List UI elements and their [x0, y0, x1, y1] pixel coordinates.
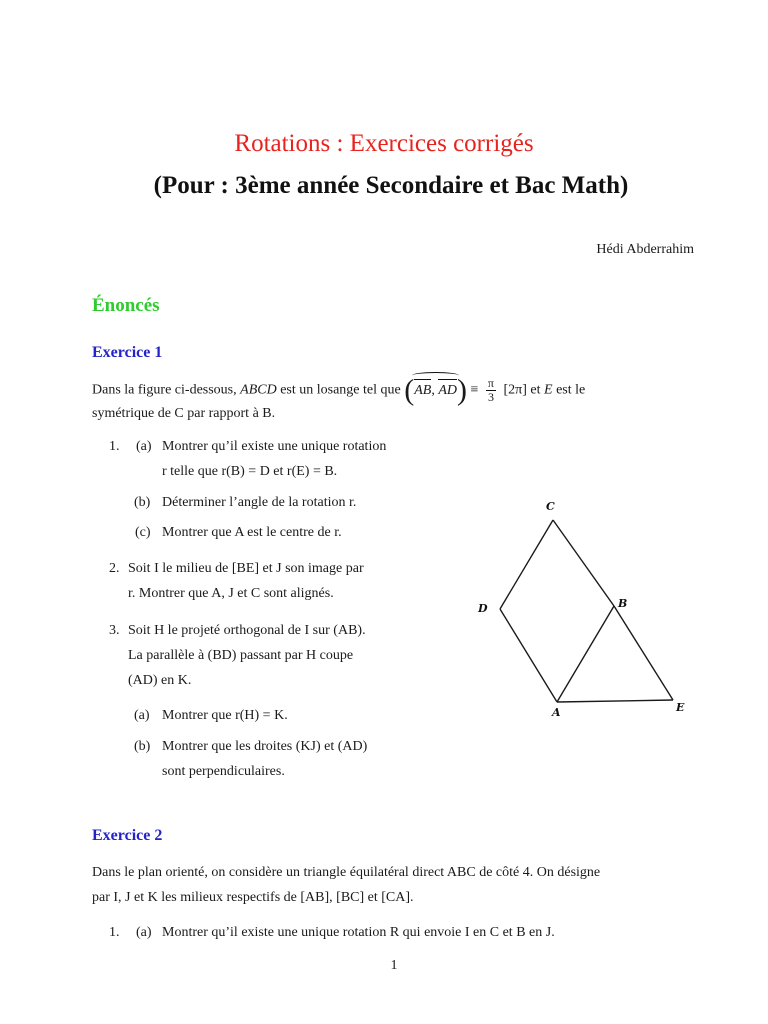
point-label-e: E: [676, 701, 685, 714]
intro-text-a: Dans la figure ci-dessous,: [92, 382, 241, 398]
segment-cd: [500, 520, 553, 609]
intro-text-d: est le: [552, 382, 586, 398]
q3a-label: (a): [134, 708, 150, 723]
exercice-1-intro-line1: [92, 373, 702, 407]
exercice-2-line1: Dans le plan orienté, on considère un triangle équilatéral direct ABC de côté 4. On désigne: [92, 865, 601, 880]
author-name: Hédi Abderrahim: [596, 242, 694, 257]
equiv-sign: ≡: [470, 382, 479, 398]
fraction-denominator: 3: [487, 390, 494, 404]
intro-abcd: ABCD: [240, 382, 277, 398]
intro-text-c: et: [526, 382, 544, 398]
intro-text-b: est un losange tel que: [276, 382, 405, 398]
point-label-c: C: [546, 500, 555, 513]
q1a-label: (a): [136, 439, 152, 454]
point-label-b: B: [618, 597, 628, 610]
segment-ab: [557, 606, 614, 702]
fraction-numerator: π: [487, 376, 494, 390]
q2-line1: Soit I le milieu de [BE] et J son image par: [128, 561, 364, 576]
modulo: [2π]: [503, 382, 527, 398]
q1c-label: (c): [135, 525, 151, 540]
q3b-line1: Montrer que les droites (KJ) et (AD): [162, 739, 368, 754]
segment-be: [614, 606, 673, 700]
segment-cb: [553, 520, 614, 606]
point-label-a: A: [552, 706, 561, 719]
angle-hat: AB, AD: [414, 378, 457, 403]
q3b-line2: sont perpendiculaires.: [162, 764, 285, 779]
rhombus-figure: [470, 495, 700, 725]
exercice-2-q1a-label: (a): [136, 925, 152, 940]
open-paren: (: [404, 373, 415, 407]
q3-line1: Soit H le projeté orthogonal de I sur (AB).: [128, 623, 366, 638]
q1-number: 1.: [109, 439, 120, 454]
exercice-2-q1-number: 1.: [109, 925, 120, 940]
close-paren: ): [457, 373, 468, 407]
q2-line2: r. Montrer que A, J et C sont alignés.: [128, 586, 334, 601]
exercice-2-line2: par I, J et K les milieux respectifs de [AB], [BC] et [CA].: [92, 890, 414, 905]
q1b-label: (b): [134, 495, 151, 510]
exercice-1-heading: Exercice 1: [92, 344, 163, 361]
q3-line3: (AD) en K.: [128, 673, 192, 688]
exercice-2-q1a-text: Montrer qu’il existe une unique rotation R qui envoie I en C et B en J.: [162, 925, 555, 940]
q3-number: 3.: [109, 623, 120, 638]
q3-line2: La parallèle à (BD) passant par H coupe: [128, 648, 354, 663]
exercice-2-heading: Exercice 2: [92, 827, 163, 844]
intro-e: E: [544, 382, 553, 398]
document-title: Rotations : Exercices corrigés: [234, 130, 534, 157]
document-subtitle: (Pour : 3ème année Secondaire et Bac Math): [153, 172, 629, 199]
page-number: 1: [390, 958, 398, 973]
vector-ab: AB: [414, 378, 431, 403]
segment-da: [500, 609, 557, 702]
q3a-text: Montrer que r(H) = K.: [162, 708, 288, 723]
q1a-line1: Montrer qu’il existe une unique rotation: [162, 439, 387, 454]
q1b-text: Déterminer l’angle de la rotation r.: [162, 495, 357, 510]
section-title: Énoncés: [92, 295, 160, 316]
vector-ad: AD: [438, 378, 457, 403]
q1c-text: Montrer que A est le centre de r.: [162, 525, 342, 540]
q1a-line2: r telle que r(B) = D et r(E) = B.: [162, 464, 338, 479]
q2-number: 2.: [109, 561, 120, 576]
point-label-d: D: [478, 602, 488, 615]
segment-ae: [557, 700, 673, 702]
q3b-label: (b): [134, 739, 151, 754]
exercice-1-intro-line2: symétrique de C par rapport à B.: [92, 406, 276, 421]
fraction-pi-3: [486, 377, 496, 404]
